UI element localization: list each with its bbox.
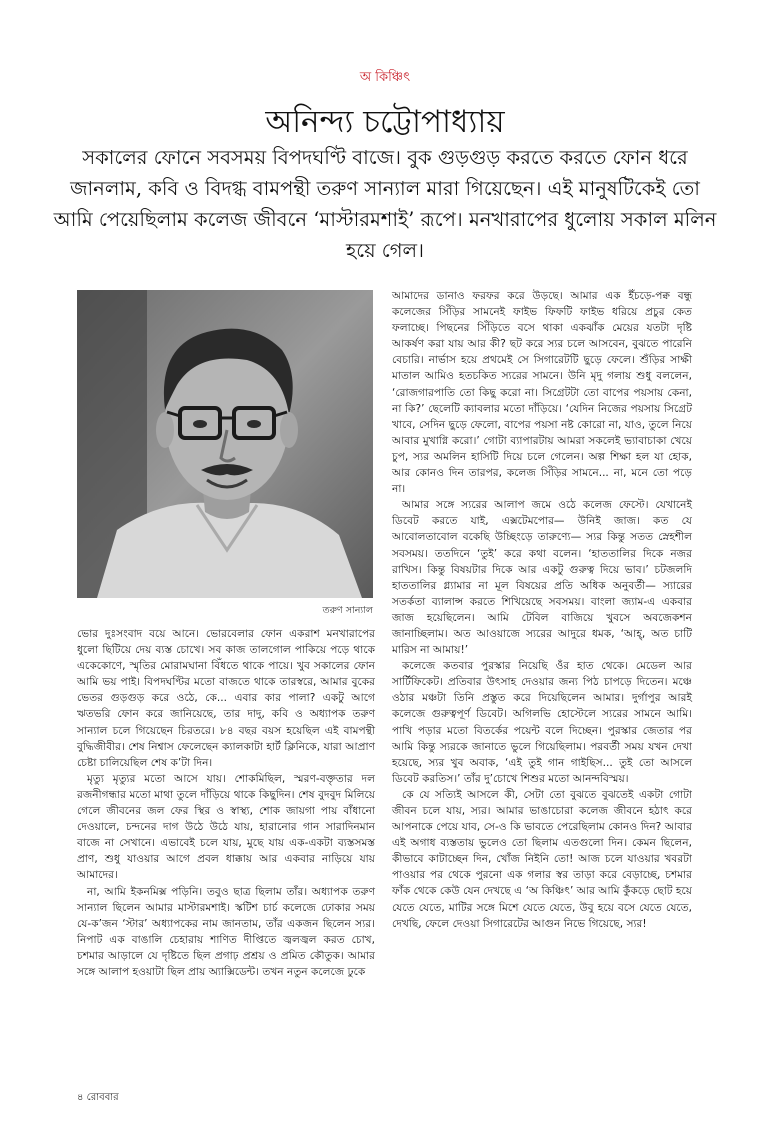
body-paragraph: কলেজে কতবার পুরস্কার নিয়েছি ওঁর হাত থেকে। মেডেল আর সার্টিফিকেট। প্রতিবার উৎসাহ দেওয়ার জন্য পিঠ চাপড়ে দিতেন। মঞ্চে ওঠার মঞ্চটা তিনি প্রস্তুত করে দিয়েছিলেন আমার। দুর্গাপুর আরই কলেজে গুরুত্বপূর্ণ ডিবেট। অগিলভি হোস্টেলে স্যরের সামনে আমি। পাখি পড়ার মতো বিতর্কের পয়েন্ট বলে দিচ্ছেন। পুরস্কার জেতার পর আমি কিন্তু স্যরকে জানাতে ভুলে গিয়েছিলাম। পরবর্তী সময় যখন দেখা হয়েছে, স্যর খুব অবাক, ‘এই তুই গান গাইছিস... তুই তো আসলে ডিবেট করতিস।’ তাঁর দু’চোখে শিশুর মতো আনন্দবিস্ময়।: [392, 660, 692, 785]
body-paragraph: আমাদের ডানাও ফরফর করে উড়ছে। আমার এক ইঁচড়ে-পক্ব বন্ধু কলেজের সিঁড়ির সামনেই ফাইভ ফিফটি ফাইভ ধরিয়ে প্রচুর কেত ফলাচ্ছে। পিছনের সিঁড়িতে বসে থাকা একঝাঁক মেয়ের যতটা দৃষ্টি আকর্ষণ করা যায় আর কী? ছট করে স্যর চলে আসবেন, বুঝতে পারেনি বেচারি। নার্ভাস হয়ে প্রথমেই সে সিগারেটটি ছুড়ে ফেলে। শুঁড়ির সাক্ষী মাতাল আমিও হতচকিত স্যরের সামনে। উনি মৃদু গলায় শুধু বললেন, ‘রোজগারপাতি তো কিছু করো না। সিগ্রেটটা তো বাপের পয়সায় কেনা, না কি?’ ছেলেটি ক্যাবলার মতো দাঁড়িয়ে। ‘যেদিন নিজের পয়সায় সিগ্রেট খাবে, সেদিন ছুড়ে ফেলো, বাপের পয়সা নষ্ট কোরো না, যাও, তুলে নিয়ে আবার মুখাগ্নি করো।’ গোটা ব্যাপারটায় আমরা সকলেই ভ্যাবাচাকা খেয়ে চুপ, স্যর অমলিন হাসিটি দিয়ে চলে গেলেন। অল্প শিক্ষা হল যা হোক, আর কোনও দিন তারপর, কলেজ সিঁড়ির সামনে... না, মনে তো পড়ে না।: [392, 290, 692, 496]
body-paragraph: মৃত্যু মৃত্যুর মতো আসে যায়। শোকমিছিল, স্মরণ-বক্তৃতার দল রজনীগন্ধার মতো মাথা তুলে দাঁড়িয়ে থাকে কিছুদিন। শেষ বুদবুদ মিলিয়ে গেলে জীবনের জল ফের স্থির ও স্বাস্থ্য, শোক জায়গা পায় বাঁধানো দেওয়ালে, চন্দনের দাগ উঠে উঠে যায়, হারানোর গান সারাদিনমান বাজে না সেখানে। এভাবেই চলে যায়, মুছে যায় এক-একটা ব্যস্তসমস্ত প্রাণ, শুধু যাওয়ার আগে প্রবল ধাক্কায় আর একবার নাড়িয়ে যায় আমাদের।: [77, 772, 375, 882]
body-paragraph: ভোর দুঃসংবাদ বয়ে আনে। ভোরবেলার ফোন একরাশ মনখারাপের ধুলো ছিটিয়ে দেয় ব্যস্ত চোখে। সব কাজ তালগোল পাকিয়ে পড়ে থাকে একেকোণে, স্মৃতির মোরামঘানা বিঁধতে থাকে পায়ে। খুব সকালের ফোন আমি ভয় পাই। বিপদঘণ্টির মতো বাজতে থাকে তারস্বরে, আমার বুকের ভেতর গুড়গুড় করে ওঠে, কে... এবার কার পালা? একটু আগে ঋতভরি ফোন করে জানিয়েছে, তার দাদু, কবি ও অধ্যাপক তরুণ সান্যাল চলে গিয়েছেন চিরতরে। ৮৪ বছর বয়স হয়েছিল এই বামপন্থী বুদ্ধিজীবীর। শেষ নিশ্বাস ফেলেছেন ক্যালকাটা হার্ট ক্লিনিকে, যারা আপ্রাণ চেষ্টা চালিয়েছিল শেষ ক’টা দিন।: [77, 628, 375, 769]
page-folio: ৪ রোববার: [77, 1092, 119, 1103]
portrait-photo: [77, 290, 373, 598]
body-column-left: [77, 626, 375, 980]
section-tag: অ কিঞ্চিৎ: [359, 70, 411, 85]
portrait-image: [77, 290, 373, 598]
lead-paragraph: সকালের ফোনে সবসময় বিপদঘণ্টি বাজে। বুক গুড়গুড় করতে করতে ফোন ধরে জানলাম, কবি ও বিদগ্ধ বামপন্থী তরুণ সান্যাল মারা গিয়েছেন। এই মানুষটিকেই তো আমি পেয়েছিলাম কলেজ জীবনে ‘মাস্টারমশাই’ রূপে। মনখারাপের ধুলোয় সকাল মলিন হয়ে গেল।: [53, 146, 717, 262]
photo-caption: তরুণ সান্যাল: [322, 605, 373, 616]
body-column-right: [392, 288, 692, 932]
body-paragraph: না, আমি ইকনমিক্স পড়িনি। তবুও ছাত্র ছিলাম তাঁর। অধ্যাপক তরুণ সান্যাল ছিলেন আমার মাস্টারমশাই। স্কটিশ চার্চ কলেজে ঢোকার সময় যে-ক’জন ‘স্টার’ অধ্যাপকের নাম জানতাম, তাঁর একজন ছিলেন স্যর। নিপাট এক বাঙালি চেহারায় শাণিত দীপ্তিতে জ্বলজ্বল করত চোখ, চশমার আড়ালে যে দৃষ্টিতে ছিল প্রগাঢ় প্রশ্রয় ও প্রমিত কৌতুক। আমার সঙ্গে আলাপ হওয়াটা ছিল প্রায় অ্যাক্সিডেন্ট। তখন নতুন কলেজে ঢুকে: [77, 885, 375, 978]
body-paragraph: আমার সঙ্গে স্যরের আলাপ জমে ওঠে কলেজ ফেস্টে। যেখানেই ডিবেট করতে যাই, এক্সটেমপোর— উনিই জাজ। কত যে আবোলতাবোল বকেছি উচ্ছিংড়ে তারুণ্যে— স্যর কিন্তু সতত স্নেহশীল সবসময়। ততদিনে ‘তুই’ করে কথা বলেন। ‘হাততালির দিকে নজর রাখিস। কিন্তু বিষয়টার দিকে আর একটু গুরুত্ব দিয়ে ভাব।’ চটজলদি হাততালির গ্ল্যামার না মূল বিষয়ের প্রতি অধিক অনুবর্তী— স্যারের সতর্কতা ব্যালান্স করতে শিখিয়েছে সবসময়। বাংলা জ্যাম-এ একবার জাজ হয়েছিলেন। আমি টেবিল বাজিয়ে খুবসে অবজেকশন জানাচ্ছিলাম। অত আওয়াজে স্যরের আদুরে ধমক, ‘আহ্, অত চাটি মারিস না আমায়!’: [392, 499, 692, 657]
author-name: অনিন্দ্য চট্টোপাধ্যায়: [265, 104, 505, 140]
body-paragraph: কে যে সত্যিই আসলে কী, সেটা তো বুঝতে বুঝতেই একটা গোটা জীবন চলে যায়, স্যর। আমার ভাঙাচোরা কলেজ জীবনে হঠাৎ করে আপনাকে পেয়ে যাব, সে-ও কি ভাবতে পেরেছিলাম কোনও দিন? আবার এই অগাধ ব্যস্ততায় ভুলেও তো ছিলাম এতগুলো দিন। কেমন ছিলেন, কীভাবে কাটাচ্ছেন দিন, খোঁজ নিইনি তো! আজ চলে যাওয়ার খবরটা পাওয়ার পর থেকে পুরনো এক গলার স্বর তাড়া করে বেড়াচ্ছে, চশমার ফাঁক থেকে কেউ যেন দেখছে এ ‘অ কিঞ্চিৎ’ আর আমি কুঁকড়ে ছোট হয়ে যেতে যেতে, মাটির সঙ্গে মিশে যেতে যেতে, উবু হয়ে বসে যেতে যেতে, দেখছি, ফেলে দেওয়া সিগারেটের আগুন নিভে গিয়েছে, স্যর!: [392, 788, 692, 930]
